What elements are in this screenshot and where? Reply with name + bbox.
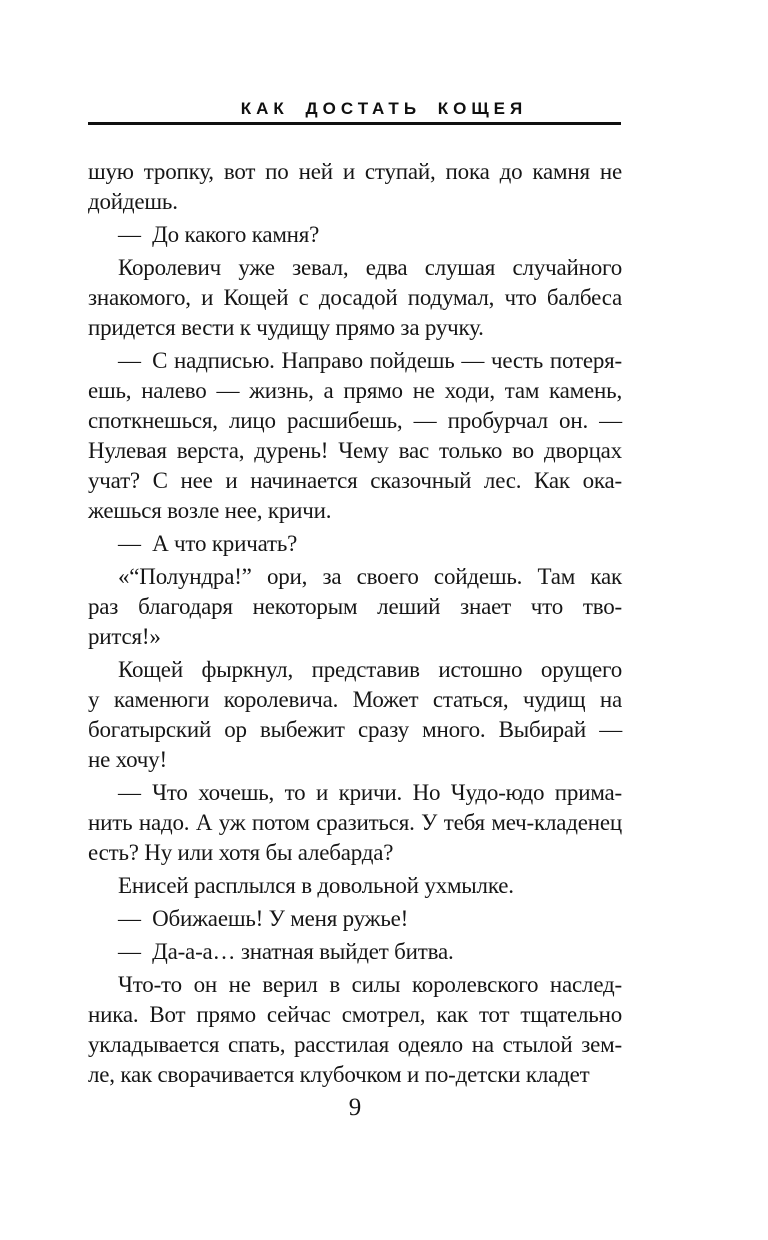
text-line: Что-то он не верил в силы королевского наслед- [118,972,622,997]
header-rule [88,122,621,125]
text-line: Нулевая верста, дурень! Чему вас только во дворцах [88,438,622,463]
text-line: споткнешься, лицо расшибешь, — пробурчал он. — [88,408,622,433]
text-line: богатырский ор выбежит сразу много. Выбирай — [88,717,622,742]
paragraph [88,970,622,1090]
text-line: есть? Ну или хотя бы алебарда? [88,840,394,865]
paragraph [88,904,622,934]
text-line: дойдешь. [88,189,178,214]
text-line: — А что кричать? [118,531,298,556]
text-line: Кощей фыркнул, представив истошно орущего [118,657,622,682]
paragraph [88,871,622,901]
text-line: раз благодаря некоторым леший знает что тво- [88,594,622,619]
text-line: учат? С нее и начинается сказочный лес. Как ока- [88,468,622,493]
paragraph [88,529,622,559]
text-line: жешься возле нее, кричи. [88,498,332,523]
text-line: ешь, налево — жизнь, а прямо не ходи, там камень, [88,378,622,403]
text-line: — Да-а-а… знатная выйдет битва. [118,939,454,964]
text-line: знакомого, и Кощей с досадой подумал, что балбеса [88,285,622,310]
paragraph [88,220,622,250]
paragraph [88,346,622,526]
paragraph [88,562,622,652]
paragraph [88,778,622,868]
text-line: — Что хочешь, то и кричи. Но Чудо-юдо прима- [118,780,622,805]
text-line: ника. Вот прямо сейчас смотрел, как тот тщательно [88,1002,622,1027]
text-line: шую тропку, вот по ней и ступай, пока до камня не [88,159,622,184]
text-line: Королевич уже зевал, едва слушая случайного [118,255,622,280]
text-line: «“Полундра!” ори, за своего сойдешь. Там как [118,564,622,589]
text-line: Енисей расплылся в довольной ухмылке. [118,873,514,898]
page-text [88,157,622,1090]
text-line: у каменюги королевича. Может статься, чудищ на [88,687,622,712]
paragraph [88,937,622,967]
page-number: 9 [348,1094,362,1121]
paragraph [88,253,622,343]
text-line: — До какого камня? [118,222,320,247]
running-header-title: КАК ДОСТАТЬ КОЩЕЯ [240,99,528,118]
text-line: — Обижаешь! У меня ружье! [118,906,409,931]
paragraph [88,655,622,775]
text-line: укладывается спать, расстилая одеяло на стылой зем- [88,1032,622,1057]
text-line: нить надо. А уж потом сразиться. У тебя меч-кладенец [88,810,622,835]
text-line: ле, как сворачивается клубочком и по-детски кладет [88,1062,590,1087]
text-line: не хочу! [88,747,167,772]
text-line: рится!» [88,624,161,649]
paragraph [88,157,622,217]
text-line: придется вести к чудищу прямо за ручку. [88,315,484,340]
text-line: — С надписью. Направо пойдешь — честь потеря- [118,348,622,373]
